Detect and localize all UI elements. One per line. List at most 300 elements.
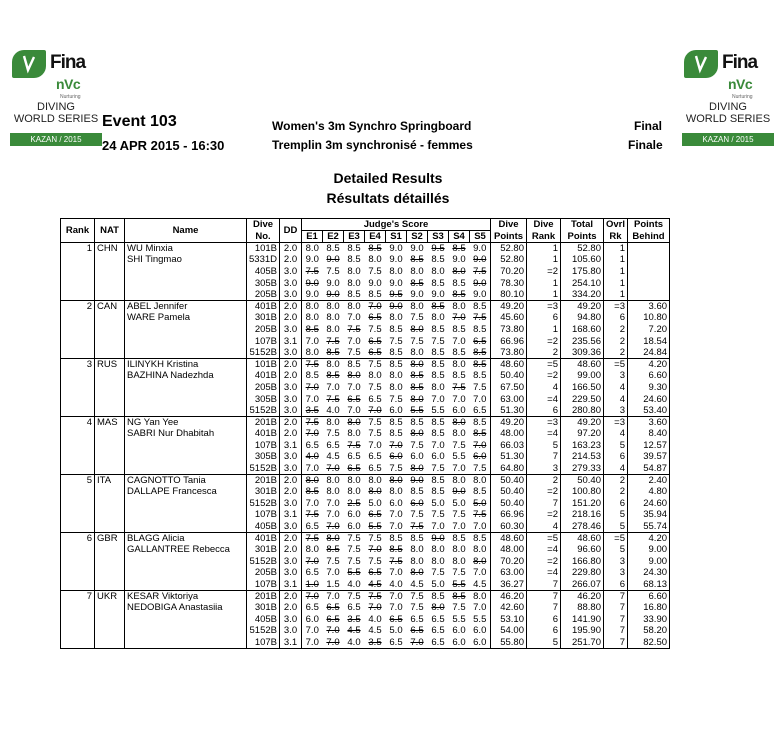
judge-score: 4.5 [368,625,382,637]
dive-number: 5152B [247,556,280,568]
judge-score: 8.5 [431,370,445,382]
judge-score: 5.5 [452,613,466,625]
judge-score: 8.5 [428,300,449,312]
team-nat [95,614,125,626]
overall-rank: =5 [604,358,628,370]
dive-points: 66.96 [491,509,527,521]
total-points: 48.60 [561,532,604,544]
judge-score: 9.0 [470,243,491,255]
dive-points: 49.20 [491,300,527,312]
judge-score: 7.0 [431,439,445,451]
total-points: 94.80 [561,312,604,324]
dive-number: 107B [247,637,280,649]
diver-name [125,614,247,626]
dive-points: 73.80 [491,347,527,359]
team-rank [61,451,95,463]
col-judge-s4: S4 [449,231,470,243]
overall-rank: 3 [604,405,628,417]
team-nat: CHN [95,243,125,255]
col-dive-points-top: Dive [491,219,527,231]
judge-score: 9.0 [452,254,466,266]
judge-score: 9.0 [389,277,403,289]
total-points: 175.80 [561,266,604,278]
series-label [10,101,102,125]
judge-score: 9.0 [473,254,487,266]
judge-score: 7.5 [431,567,445,579]
overall-rank: 4 [604,428,628,440]
judge-score: 4.5 [326,451,340,463]
judge-score: 4.0 [347,578,361,590]
judge-score: 7.5 [368,555,382,567]
judge-score: 6.5 [368,393,382,405]
judge-score: 8.5 [389,346,403,358]
points-behind: 7.20 [628,324,670,336]
total-points: 166.50 [561,382,604,394]
series-label [682,101,774,125]
diver-name: ABEL Jennifer [125,300,247,312]
dive-points: 48.00 [491,428,527,440]
judge-score: 6.5 [326,613,340,625]
judge-score: 7.0 [302,335,323,347]
col-rank: Rank [61,219,95,243]
judge-score: 6.5 [302,440,323,452]
judge-score: 8.5 [431,486,445,498]
judge-score: 7.5 [302,416,323,428]
points-behind: 4.20 [628,358,670,370]
judge-score: 4.0 [344,637,365,649]
judge-score: 7.5 [473,312,487,324]
team-nat [95,486,125,498]
dive-rank: =2 [527,556,561,568]
judge-score: 8.0 [344,416,365,428]
judge-score: 9.0 [326,288,340,300]
diver-name: CAGNOTTO Tania [125,474,247,486]
diver-name [125,498,247,510]
judge-score: 9.0 [431,288,445,300]
points-behind: 18.54 [628,335,670,347]
table-row [61,382,670,394]
judge-score: 5.5 [452,451,466,463]
judge-score: 8.5 [344,243,365,255]
dive-points: 73.80 [491,324,527,336]
judge-score: 6.0 [431,451,445,463]
judge-score: 5.5 [347,567,361,579]
team-rank: 5 [61,474,95,486]
judge-score: 8.5 [368,288,382,300]
judge-score: 7.5 [410,312,424,324]
judge-score: 8.5 [431,346,445,358]
event-number: Event 103 [102,113,177,130]
dive-rank: 7 [527,602,561,614]
judge-score: 8.0 [431,602,445,614]
team-nat [95,266,125,278]
diver-name: BAZHINA Nadezhda [125,370,247,382]
judge-score: 8.0 [389,265,403,277]
dive-dd: 3.1 [280,440,302,452]
judge-score: 8.5 [428,416,449,428]
dive-number: 401B [247,370,280,382]
overall-rank: =3 [604,416,628,428]
team-rank [61,277,95,289]
table-row [61,243,670,255]
dive-number: 305B [247,451,280,463]
dive-number: 205B [247,567,280,579]
judge-score: 8.0 [410,346,424,358]
team-nat [95,637,125,649]
judge-score: 7.0 [326,381,340,393]
judge-score: 7.5 [302,358,323,370]
event-date: 24 APR 2015 - 16:30 [102,138,225,153]
judge-score: 5.0 [452,497,466,509]
diver-name [125,451,247,463]
dive-dd: 3.0 [280,521,302,533]
series-line2: WORLD SERIES [13,113,99,125]
dive-rank: =4 [527,567,561,579]
dive-dd: 3.0 [280,277,302,289]
dive-number: 205B [247,382,280,394]
team-rank [61,509,95,521]
dive-dd: 2.0 [280,300,302,312]
dive-dd: 2.0 [280,358,302,370]
total-points: 166.80 [561,556,604,568]
judge-score: 5.0 [431,578,445,590]
judge-score: 8.0 [347,265,361,277]
dive-rank: =3 [527,416,561,428]
judge-score: 4.5 [368,578,382,590]
judge-score: 8.5 [326,544,340,556]
judge-score: 7.0 [302,498,323,510]
dive-number: 301B [247,544,280,556]
judge-score: 8.0 [431,312,445,324]
total-points: 251.70 [561,637,604,649]
diver-name [125,521,247,533]
dive-number: 5152B [247,625,280,637]
judge-score: 7.0 [473,602,487,614]
judge-score: 9.0 [473,277,487,289]
dive-points: 46.20 [491,590,527,602]
dive-points: 52.80 [491,254,527,266]
judge-score: 9.0 [386,243,407,255]
points-behind: 2.40 [628,474,670,486]
dive-dd: 3.0 [280,324,302,336]
judge-score: 6.5 [347,602,361,614]
dive-points: 63.00 [491,567,527,579]
diver-name: NEDOBIGA Anastasiia [125,602,247,614]
judge-score: 6.5 [473,335,487,347]
dive-points: 52.80 [491,243,527,255]
overall-rank: 3 [604,370,628,382]
judge-score: 7.0 [389,567,403,579]
judge-score: 7.5 [344,590,365,602]
dive-points: 42.60 [491,602,527,614]
total-points: 100.80 [561,486,604,498]
judge-score: 8.5 [389,544,403,556]
dive-rank: =5 [527,358,561,370]
judge-score: 4.5 [410,578,424,590]
overall-rank: 6 [604,451,628,463]
judge-score: 7.0 [368,404,382,416]
judge-score: 7.0 [407,637,428,649]
judge-score: 8.0 [389,381,403,393]
judge-score: 8.0 [410,428,424,440]
dive-points: 70.20 [491,266,527,278]
judge-score: 8.0 [326,312,340,324]
nvc-tagline: Nurturing [60,94,81,100]
dive-rank: =2 [527,509,561,521]
team-nat [95,521,125,533]
judge-score: 6.5 [326,439,340,451]
judge-score: 8.5 [326,370,340,382]
dive-number: 401B [247,428,280,440]
judge-score: 8.5 [470,300,491,312]
table-row [61,451,670,463]
team-rank: 2 [61,300,95,312]
judge-score: 8.0 [302,312,323,324]
dive-points: 49.20 [491,416,527,428]
judge-score: 8.0 [449,358,470,370]
team-nat: RUS [95,358,125,370]
diver-name [125,335,247,347]
team-nat [95,567,125,579]
dive-number: 401B [247,532,280,544]
col-ovrl-top: Ovrl [604,219,628,231]
col-judge-e1: E1 [302,231,323,243]
table-row [61,602,670,614]
total-points: 99.00 [561,370,604,382]
judge-score: 8.0 [470,590,491,602]
team-rank [61,556,95,568]
overall-rank: 7 [604,625,628,637]
dive-number: 301B [247,602,280,614]
judge-score: 7.0 [302,463,323,475]
judge-score: 6.5 [368,335,382,347]
judge-score: 9.5 [428,243,449,255]
team-nat [95,370,125,382]
fina-wordmark: Fina [722,52,758,73]
diver-name: WU Minxia [125,243,247,255]
judge-score: 7.5 [302,266,323,278]
judge-score: 8.0 [323,532,344,544]
judge-score: 8.0 [344,300,365,312]
diver-name [125,347,247,359]
judge-score: 7.0 [302,625,323,637]
series-line1: DIVING [37,101,75,113]
dive-rank: =4 [527,544,561,556]
judge-score: 6.5 [347,462,361,474]
dive-points: 63.00 [491,393,527,405]
overall-rank: 1 [604,277,628,289]
col-dive-rank-top: Dive [527,219,561,231]
judge-score: 2.5 [347,497,361,509]
judge-score: 8.5 [449,532,470,544]
team-rank [61,486,95,498]
total-points: 229.50 [561,393,604,405]
judge-score: 7.5 [365,590,386,602]
judge-score: 6.5 [428,637,449,649]
judge-score: 8.0 [323,474,344,486]
dive-rank: =5 [527,532,561,544]
judge-score: 3.5 [347,613,361,625]
total-points: 235.56 [561,335,604,347]
series-line2: WORLD SERIES [685,113,771,125]
dive-rank: =2 [527,486,561,498]
dive-rank: =2 [527,370,561,382]
results-table [60,218,670,649]
col-judge-e3: E3 [344,231,365,243]
table-row [61,567,670,579]
judge-score: 8.0 [302,243,323,255]
judge-score: 6.5 [368,509,382,521]
team-nat [95,312,125,324]
diver-name: SABRI Nur Dhabitah [125,428,247,440]
points-behind: 35.94 [628,509,670,521]
diver-name [125,579,247,591]
overall-rank: 1 [604,243,628,255]
judge-score: 9.0 [326,277,340,289]
judge-score: 1.0 [302,579,323,591]
judge-score: 8.5 [410,277,424,289]
judge-score: 6.0 [473,451,487,463]
dive-dd: 3.0 [280,567,302,579]
dive-points: 45.60 [491,312,527,324]
judge-score: 7.0 [347,381,361,393]
dive-rank: 1 [527,254,561,266]
dive-dd: 2.0 [280,544,302,556]
dive-dd: 3.0 [280,614,302,626]
dive-rank: 1 [527,243,561,255]
dive-number: 301B [247,312,280,324]
team-nat [95,556,125,568]
judge-score: 7.0 [473,393,487,405]
judge-score: 8.5 [326,346,340,358]
judge-score: 6.5 [410,613,424,625]
judge-score: 7.5 [347,439,361,451]
judge-score: 7.5 [347,544,361,556]
judge-score: 7.0 [368,602,382,614]
judge-score: 8.0 [407,300,428,312]
judge-score: 7.0 [386,590,407,602]
dive-number: 5152B [247,463,280,475]
judge-score: 7.5 [389,462,403,474]
overall-rank: =3 [604,300,628,312]
dive-number: 107B [247,509,280,521]
diver-name [125,463,247,475]
judge-score: 8.5 [452,288,466,300]
points-behind [628,254,670,266]
dive-rank: =2 [527,266,561,278]
table-row [61,498,670,510]
judge-score: 8.5 [473,346,487,358]
judge-score: 7.5 [431,462,445,474]
col-judge-e4: E4 [365,231,386,243]
judge-score: 4.5 [347,625,361,637]
overall-rank: =5 [604,532,628,544]
total-points: 105.60 [561,254,604,266]
judge-score: 5.5 [410,404,424,416]
total-points: 334.20 [561,289,604,301]
judge-score: 8.5 [431,277,445,289]
judge-score: 7.0 [368,544,382,556]
judge-score: 7.0 [389,509,403,521]
total-points: 151.20 [561,498,604,510]
total-points: 214.53 [561,451,604,463]
team-rank: 4 [61,416,95,428]
judge-score: 8.5 [386,416,407,428]
total-points: 195.90 [561,625,604,637]
team-rank [61,405,95,417]
judge-score: 5.5 [368,520,382,532]
judge-score: 8.0 [365,474,386,486]
dive-points: 66.96 [491,335,527,347]
judge-score: 7.0 [302,637,323,649]
points-behind: 9.00 [628,544,670,556]
judge-score: 8.5 [410,381,424,393]
judge-score: 7.5 [389,335,403,347]
total-points: 48.60 [561,358,604,370]
judge-score: 8.0 [431,555,445,567]
event-title-en: Women's 3m Synchro Springboard [272,119,472,133]
team-nat [95,602,125,614]
fina-logo-right [682,22,774,152]
judge-score: 7.0 [323,590,344,602]
overall-rank: 5 [604,509,628,521]
table-row [61,637,670,649]
team-rank [61,625,95,637]
dive-number: 201B [247,474,280,486]
diver-name [125,567,247,579]
team-nat: ITA [95,474,125,486]
judge-score: 8.0 [410,544,424,556]
points-behind [628,243,670,255]
dive-dd: 3.1 [280,637,302,649]
table-row [61,324,670,336]
points-behind: 33.90 [628,614,670,626]
judge-score: 8.0 [368,486,382,498]
judge-score: 7.0 [431,393,445,405]
col-behind-bottom: Behind [628,231,670,243]
judge-score: 7.0 [452,462,466,474]
table-row [61,532,670,544]
dive-dd: 3.1 [280,579,302,591]
judge-score: 5.5 [452,578,466,590]
dive-number: 107B [247,579,280,591]
judge-score: 6.0 [449,637,470,649]
dive-dd: 3.0 [280,289,302,301]
judge-score: 6.5 [368,346,382,358]
judge-score: 8.5 [347,288,361,300]
table-row [61,428,670,440]
judge-score: 6.5 [473,404,487,416]
total-points: 278.46 [561,521,604,533]
judge-score: 6.5 [347,393,361,405]
dive-number: 101B [247,243,280,255]
judge-score: 7.5 [452,602,466,614]
judge-score: 6.5 [386,637,407,649]
judge-score: 7.0 [302,556,323,568]
diver-name [125,556,247,568]
overall-rank: 2 [604,324,628,336]
team-rank [61,393,95,405]
team-rank [61,579,95,591]
judge-score: 8.0 [386,474,407,486]
col-dive-bottom: No. [247,231,280,243]
diver-name [125,393,247,405]
dive-rank: 6 [527,312,561,324]
dive-number: 405B [247,266,280,278]
judge-score: 7.5 [473,265,487,277]
team-rank [61,463,95,475]
diver-name [125,509,247,521]
